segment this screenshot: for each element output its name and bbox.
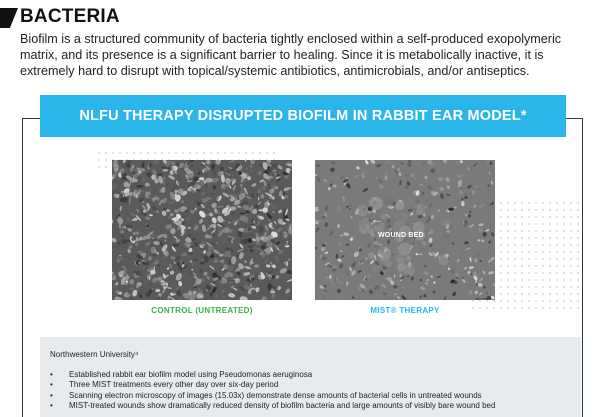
study-panel bbox=[40, 337, 581, 417]
frame-left-line bbox=[22, 118, 23, 417]
control-micrograph bbox=[112, 160, 292, 300]
mist-micrograph bbox=[315, 160, 495, 300]
study-bullets bbox=[50, 370, 495, 412]
mist-caption: MIST® THERAPY bbox=[370, 306, 440, 315]
intro-paragraph: Biofilm is a structured community of bacteria tightly enclosed within a self-produced exopolymeric matrix, and its presence is a significant barrier to healing. Since it is metabolically inactive, it is extremely hard to disrupt with topical/systemic antibiotics, antimicrobials, and/or antiseptics. bbox=[20, 32, 562, 78]
control-caption: CONTROL (UNTREATED) bbox=[151, 306, 253, 315]
section-marker bbox=[0, 8, 18, 28]
arrow-left-icon: ← bbox=[413, 245, 425, 259]
study-source: Northwestern University⁴ bbox=[50, 350, 139, 359]
frame-right-line bbox=[582, 118, 583, 417]
wound-bed-label: WOUND BED bbox=[378, 232, 424, 239]
figure-title: NLFU THERAPY DISRUPTED BIOFILM IN RABBIT EAR MODEL* bbox=[79, 108, 527, 124]
frame-top-left-line bbox=[22, 118, 40, 119]
bullet-item: • Established rabbit ear biofilm model using Pseudomonas aeruginosa bbox=[50, 370, 495, 380]
frame-top-right-line bbox=[566, 118, 583, 119]
section-title: BACTERIA bbox=[20, 6, 120, 27]
arrow-left-icon: ← bbox=[371, 212, 383, 226]
bullet-item: • MIST-treated wounds show dramatically reduced density of biofilm bacteria and large amounts of visibly bare wound bed bbox=[50, 401, 495, 411]
bullet-item: • Scanning electron microscopy of images (15.03x) demonstrate dense amounts of bacterial cells in untreated wounds bbox=[50, 391, 495, 401]
figure-banner bbox=[40, 95, 566, 137]
bullet-item: • Three MIST treatments every other day over six-day period bbox=[50, 380, 495, 390]
